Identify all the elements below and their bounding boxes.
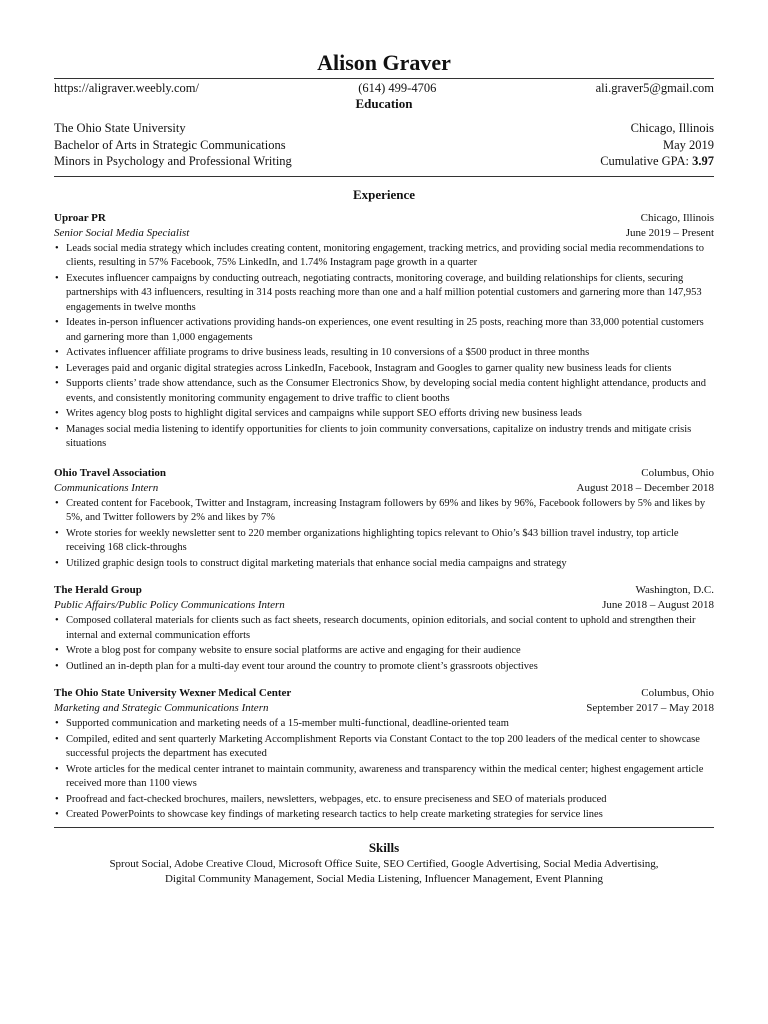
website-link[interactable]: https://aligraver.weebly.com/ [54, 81, 199, 95]
school-location: Chicago, Illinois [630, 121, 714, 135]
education-section [54, 120, 714, 170]
minors: Minors in Psychology and Professional Writing [54, 154, 292, 168]
bullet-item: • Proofread and fact-checked brochures, mailers, newsletters, webpages, etc. to ensure preciseness and SEO of materials produced [54, 793, 714, 808]
bullet-item: • Compiled, edited and sent quarterly Marketing Accomplishment Reports via Constant Contact to the top 200 leaders of the medical center to showcase successful projects the department has executed [54, 733, 714, 762]
bullet-item: • Wrote stories for weekly newsletter sent to 220 member organizations highlighting topics relevant to Ohio’s $43 billion travel industry, top article receiving 168 click-throughs [54, 527, 714, 556]
skills-line: Sprout Social, Adobe Creative Cloud, Microsoft Office Suite, SEO Certified, Google Advertising, Social Media Advertising, [109, 857, 659, 870]
bullet-item: • Composed collateral materials for clients such as fact sheets, research documents, opinion editorials, and social content to uphold and strengthen their internal and external communication efforts [54, 614, 714, 643]
job-location: Chicago, Illinois [640, 211, 714, 224]
skills-list [54, 857, 714, 887]
job-location: Columbus, Ohio [641, 466, 714, 479]
job-title: Senior Social Media Specialist [54, 226, 190, 239]
job-entry [54, 583, 714, 674]
job-header [54, 211, 714, 241]
education-row-school [54, 120, 714, 137]
job-bullets [54, 614, 714, 674]
bullet-item: • Created content for Facebook, Twitter and Instagram, increasing Instagram followers by 69% and likes by 96%, Facebook followers by 5% and likes by 5%, and Twitter followers by 2% and likes by 7% [54, 497, 714, 526]
job-location: Washington, D.C. [635, 584, 714, 596]
job-title: Marketing and Strategic Communications Intern [54, 702, 269, 714]
contact-bar [54, 78, 714, 96]
gpa [600, 153, 714, 170]
job-header [54, 583, 714, 613]
job-entry [54, 466, 714, 572]
bullet-item: • Ideates in-person influencer activations providing hands-on experiences, one event resulting in 25 posts, reaching more than 33,000 potential customers and garnering more than 1,000 engagements [54, 316, 714, 345]
job-dates: September 2017 – May 2018 [586, 702, 714, 714]
education-row-minors [54, 153, 714, 170]
company-name: The Herald Group [54, 584, 142, 596]
gpa-value: 3.97 [692, 154, 714, 168]
resume-page [54, 0, 714, 887]
education-heading: Education [355, 96, 413, 111]
section-divider [54, 176, 714, 177]
experience-heading: Experience [352, 186, 416, 202]
school-name: The Ohio State University [54, 121, 186, 135]
job-header [54, 686, 714, 716]
bullet-item: • Outlined an in-depth plan for a multi-day event tour around the country to promote client’s grassroots objectives [54, 660, 714, 675]
bullet-item: • Supported communication and marketing needs of a 15-member multi-functional, deadline-oriented team [54, 717, 714, 732]
degree: Bachelor of Arts in Strategic Communications [54, 137, 286, 152]
job-dates: August 2018 – December 2018 [576, 481, 714, 494]
experience-section [54, 211, 714, 823]
graduation-date: May 2019 [662, 137, 714, 152]
job-dates: June 2018 – August 2018 [602, 599, 714, 611]
bullet-item: • Writes agency blog posts to highlight digital services and campaigns while support SEO efforts driving new business leads [54, 407, 714, 422]
company-name: Uproar PR [54, 211, 106, 224]
bullet-item: • Created PowerPoints to showcase key findings of marketing research tactics to help create marketing strategies for service lines [54, 808, 714, 823]
email-link[interactable]: ali.graver5@gmail.com [595, 81, 714, 95]
bullet-item: • Wrote a blog post for company website to ensure social platforms are active and engaging for their audience [54, 644, 714, 659]
bullet-item: • Manages social media listening to identify opportunities for clients to join community conversations, capitalize on industry trends and mitigate crisis situations [54, 423, 714, 452]
section-divider [54, 827, 714, 828]
job-bullets [54, 717, 714, 823]
company-name: The Ohio State University Wexner Medical Center [54, 687, 292, 699]
candidate-name: Alison Graver [317, 50, 451, 75]
job-title: Communications Intern [54, 481, 159, 494]
job-entry [54, 686, 714, 823]
job-title: Public Affairs/Public Policy Communications Intern [54, 599, 285, 611]
job-bullets [54, 497, 714, 572]
bullet-item: • Wrote articles for the medical center intranet to maintain community, awareness and transparency within the medical center; highest engagement article received more than 1100 views [54, 763, 714, 792]
company-name: Ohio Travel Association [54, 466, 167, 479]
bullet-item: • Leads social media strategy which includes creating content, monitoring engagement, tracking metrics, and providing social media recommendations to clients, resulting in 57% Facebook, 75% LinkedIn, and 1.74% Instagram page growth in a quarter [54, 242, 714, 271]
job-bullets [54, 242, 714, 452]
bullet-item: • Activates influencer affiliate programs to drive business leads, resulting in 10 conversions of a $500 product in three months [54, 346, 714, 361]
education-row-degree [54, 137, 714, 154]
bullet-item: • Leverages paid and organic digital strategies across LinkedIn, Facebook, Instagram and Googles to garner quality new business leads for clients [54, 362, 714, 377]
skills-line: Digital Community Management, Social Media Listening, Influencer Management, Event Planning [164, 872, 604, 885]
bullet-item: • Utilized graphic design tools to construct digital marketing materials that enhance social media campaigns and strategy [54, 557, 714, 572]
skills-heading: Skills [368, 839, 400, 855]
gpa-label: Cumulative GPA: [600, 154, 693, 168]
job-entry [54, 211, 714, 452]
job-dates: June 2019 – Present [625, 226, 714, 239]
phone-number: (614) 499-4706 [358, 81, 437, 95]
job-location: Columbus, Ohio [641, 687, 714, 699]
job-header [54, 466, 714, 496]
bullet-item: • Supports clients’ trade show attendance, such as the Consumer Electronics Show, by developing social media content highlight attendance, products and events, and consistently monitoring community engagement to drive traffic to client booths [54, 377, 714, 406]
bullet-item: • Executes influencer campaigns by conducting outreach, negotiating contracts, monitoring coverage, and building relationships for clients, securing partnerships with 43 influencers, resulting in 314 posts reaching more than one and a half million potential customers and garnering more than 147,953 engagements in twelve months [54, 272, 714, 316]
